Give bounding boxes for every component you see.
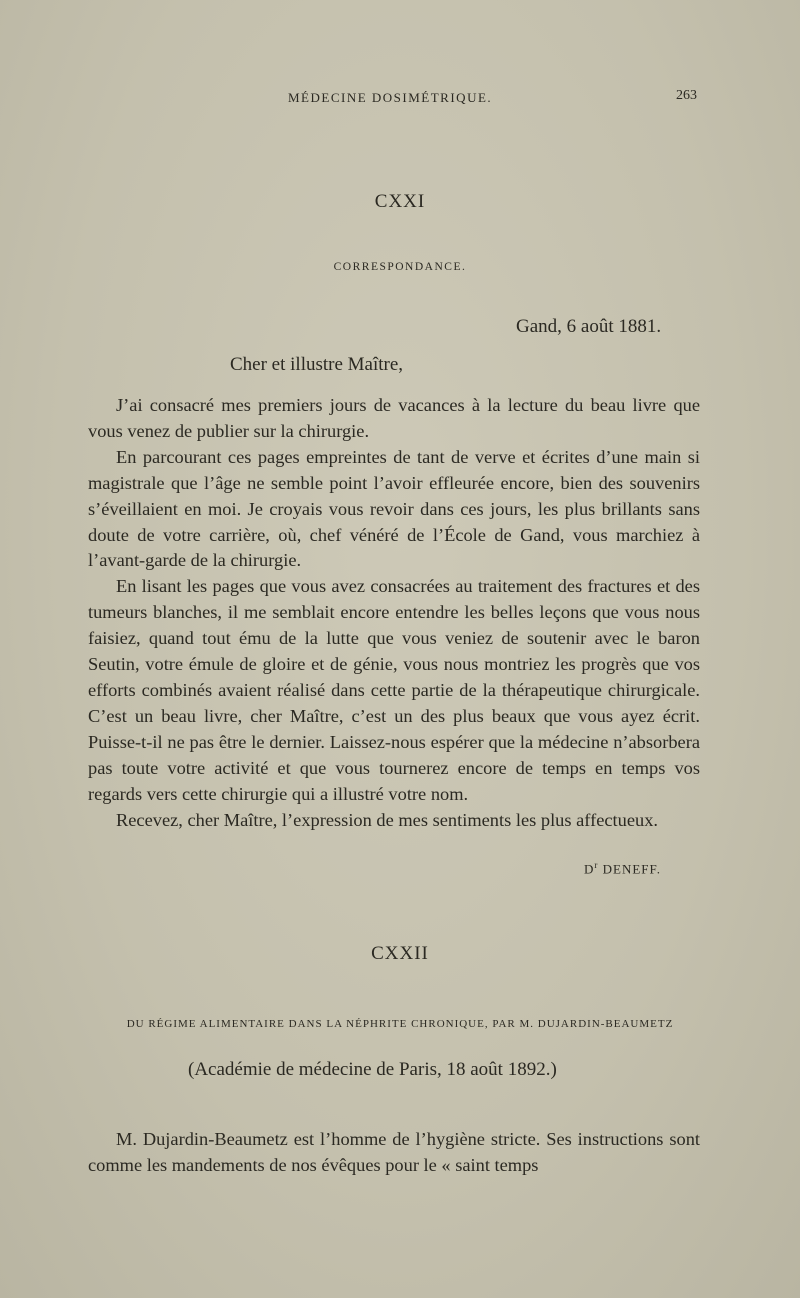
page-number: 263: [676, 88, 697, 103]
signature-name: DENEFF.: [602, 861, 661, 877]
section-number-cxxii: CXXII: [371, 943, 429, 964]
letter-salutation: Cher et illustre Maître,: [230, 354, 404, 375]
letter-paragraph: Recevez, cher Maître, l’expression de mes sentiments les plus affectueux.: [116, 809, 658, 830]
section-number-cxxi: CXXI: [374, 191, 426, 212]
signature-prefix: D: [584, 861, 595, 877]
article-body: [88, 1127, 700, 1179]
letter-paragraph: En lisant les pages que vous avez consacrées au traitement des fractures et des tumeurs blanches, il me semblait encore entendre les belles leçons que vous nous faisiez, quand tout ému de la lutte que vous veniez de soutenir avec le baron Seutin, votre émule de gloire et de génie, vous nous montriez les progrès que vos efforts combinés avaient réalisé dans cette partie de la thérapeutique chirurgicale. C’est un beau livre, cher Maître, c’est un des plus beaux que vous ayez écrit. Puisse-t-il ne pas être le dernier. Laissez-nous espérer que la médecine n’absorbera pas toute votre activité et que vous tournerez encore de temps en temps vos regards vers cette chirurgie qui a illustré votre nom.: [88, 576, 700, 804]
letter-signature: [584, 860, 661, 877]
letter-dateline: Gand, 6 août 1881.: [516, 316, 662, 337]
article-paragraph: M. Dujardin-Beaumetz est l’homme de l’hygiène stricte. Ses instructions sont comme les mandements de nos évêques pour le « saint temps: [88, 1129, 700, 1175]
section-title-regime: DU RÉGIME ALIMENTAIRE DANS LA NÉPHRITE CHRONIQUE, PAR M. DUJARDIN-BEAUMETZ: [126, 1018, 674, 1030]
running-head: MÉDECINE DOSIMÉTRIQUE.: [288, 90, 493, 105]
letter-paragraph: En parcourant ces pages empreintes de tant de verve et écrites d’une main si magistrale que l’âge ne semble point l’avoir effleurée encore, bien des souvenirs s’éveillaient en moi. Je croyais vous revoir dans ces jours, les plus brillants sans doute de votre carrière, où, chef vénéré de l’École de Gand, vous marchiez à l’avant-garde de la chirurgie.: [88, 446, 700, 571]
signature-sup: r: [594, 860, 599, 870]
letter-paragraph: J’ai consacré mes premiers jours de vacances à la lecture du beau livre que vous venez de publier sur la chirurgie.: [88, 395, 700, 441]
section-title-correspondance: CORRESPONDANCE.: [333, 261, 467, 273]
letter-body: [88, 393, 700, 833]
section-subtitle: (Académie de médecine de Paris, 18 août 1892.): [188, 1059, 557, 1080]
